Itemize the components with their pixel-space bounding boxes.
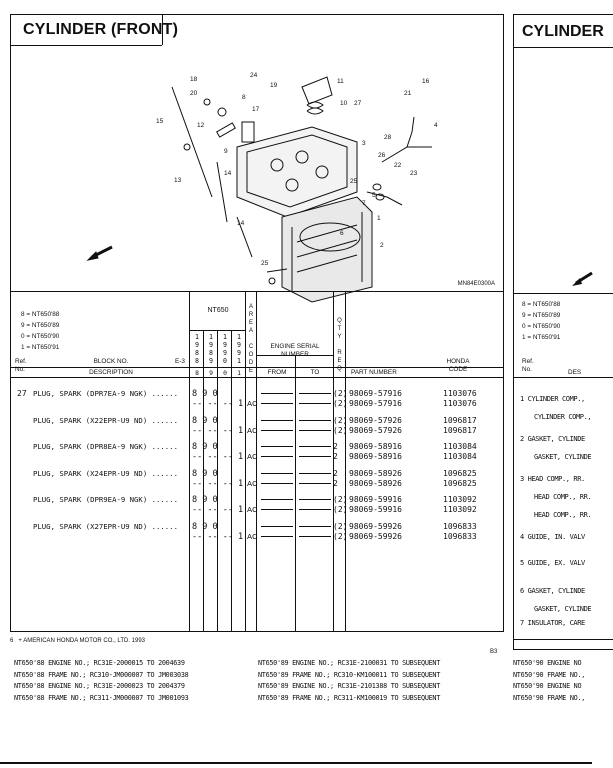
serial-blank bbox=[261, 393, 293, 394]
page-reference: B3 bbox=[490, 649, 498, 655]
svg-text:11: 11 bbox=[337, 78, 344, 85]
honda-code: 1096825 bbox=[443, 468, 477, 478]
honda-code: 1096817 bbox=[443, 415, 477, 425]
part-number: 98069-57916 bbox=[349, 399, 402, 408]
part-number: 98069-58916 bbox=[349, 442, 402, 451]
serial-blank bbox=[261, 430, 293, 431]
honda-code: 1096817 bbox=[443, 425, 477, 435]
part-description: PLUG, SPARK (DPR8EA-9 NGK) ...... bbox=[33, 442, 178, 451]
svg-text:18: 18 bbox=[190, 76, 198, 83]
svg-text:15: 15 bbox=[156, 118, 164, 125]
adjacent-part-row: GASKET, CYLINDE bbox=[534, 605, 592, 613]
adjacent-page-title: CYLINDER bbox=[522, 23, 604, 40]
legend-item: 9 = NT650'89 bbox=[21, 322, 60, 329]
serial-blank bbox=[261, 483, 293, 484]
year-applicability: -- -- -- 1 bbox=[192, 425, 244, 436]
serial-blank bbox=[299, 393, 331, 394]
year-code: 1 bbox=[237, 369, 241, 377]
honda-code-header: HONDA CODE bbox=[446, 358, 470, 373]
serial-line: NT650'89 ENGINE NO.; RC31E-2101388 TO SUBSEQUENT bbox=[258, 682, 441, 691]
adjacent-part-row: HEAD COMP., RR. bbox=[534, 511, 592, 519]
part-description: PLUG, SPARK (X24EPR-U9 ND) ...... bbox=[33, 468, 178, 478]
part-number: 98069-59926 bbox=[349, 531, 402, 541]
serial-line: NT650'89 ENGINE NO.; RC31E-2100031 TO SUBSEQUENT bbox=[258, 659, 441, 667]
adjacent-part-row: 5 GUIDE, EX. VALV bbox=[520, 559, 585, 567]
honda-code: 1103084 bbox=[443, 452, 477, 461]
divider-line bbox=[514, 377, 613, 378]
serial-info-right bbox=[258, 658, 440, 704]
honda-code: 1103076 bbox=[443, 389, 477, 398]
part-description: PLUG, SPARK (X27EPR-U9 ND) ...... bbox=[33, 521, 178, 531]
model-legend bbox=[21, 309, 59, 353]
adjacent-part-row: 7 INSULATOR, CARE bbox=[520, 619, 585, 627]
column-divider bbox=[345, 291, 346, 631]
quantity: (2) bbox=[333, 425, 348, 435]
exploded-view-diagram bbox=[12, 47, 502, 299]
quantity: (2) bbox=[333, 521, 348, 531]
part-number: 98069-59916 bbox=[349, 505, 402, 514]
serial-blank bbox=[261, 536, 293, 537]
year-code: 0 bbox=[223, 369, 227, 377]
serial-blank bbox=[261, 473, 293, 474]
serial-blank bbox=[299, 536, 331, 537]
title-divider bbox=[162, 15, 163, 45]
part-number: 98069-57916 bbox=[349, 389, 402, 398]
adjacent-serial-info: NT650'90 ENGINE NO NT650'90 FRAME NO., NT650'90 ENGINE NO NT650'90 FRAME NO., bbox=[513, 659, 586, 702]
year-applicability: 8 9 0 bbox=[192, 389, 218, 399]
divider-line bbox=[11, 377, 503, 378]
year-applicability: -- -- -- 1 bbox=[192, 478, 244, 489]
serial-blank bbox=[261, 403, 293, 404]
svg-text:8: 8 bbox=[242, 94, 246, 101]
column-divider bbox=[256, 291, 257, 631]
legend-item: 0 = NT650'90 bbox=[21, 333, 60, 340]
diagram-code: MN84E0300A bbox=[457, 281, 495, 287]
part-description: PLUG, SPARK (DPR7EA-9 NGK) ...... bbox=[33, 389, 178, 398]
svg-text:5: 5 bbox=[372, 192, 376, 199]
part-description: PLUG, SPARK (DPR9EA-9 NGK) ...... bbox=[33, 495, 178, 504]
svg-text:16: 16 bbox=[422, 78, 430, 85]
year-applicability: 8 9 0 bbox=[192, 468, 218, 479]
year-code: 9 bbox=[209, 369, 213, 377]
block-no-value: E-3 bbox=[175, 358, 185, 365]
area-code: AC bbox=[247, 478, 258, 488]
divider-line bbox=[11, 367, 503, 368]
year-applicability: 8 9 0 bbox=[192, 495, 218, 505]
area-code: AC bbox=[247, 399, 258, 408]
svg-text:14: 14 bbox=[237, 220, 245, 227]
page-title: CYLINDER (FRONT) bbox=[23, 21, 179, 38]
area-code-header: A R E A C O D E bbox=[248, 304, 254, 374]
part-number-header: PART NUMBER bbox=[351, 369, 397, 376]
svg-text:24: 24 bbox=[250, 72, 258, 79]
adjacent-part-row: 2 GASKET, CYLINDE bbox=[520, 435, 585, 443]
quantity: (2) bbox=[333, 399, 348, 408]
serial-blank bbox=[299, 483, 331, 484]
part-ref-no: 27 bbox=[17, 389, 27, 398]
year-column-1989: 1 9 8 9 bbox=[209, 333, 213, 365]
svg-text:13: 13 bbox=[174, 177, 182, 184]
year-code: 8 bbox=[195, 369, 199, 377]
column-divider bbox=[189, 291, 190, 631]
quantity: (2) bbox=[333, 531, 348, 541]
serial-blank bbox=[261, 420, 293, 421]
svg-text:23: 23 bbox=[410, 170, 418, 177]
adjacent-part-row: 4 GUIDE, IN. VALV bbox=[520, 533, 585, 541]
svg-text:9: 9 bbox=[224, 148, 228, 155]
serial-line: NT650'88 ENGINE NO.; RC31E-2000015 TO 2004639 bbox=[14, 659, 185, 667]
area-code: AC bbox=[247, 531, 258, 541]
area-code: AC bbox=[247, 505, 258, 514]
svg-text:1: 1 bbox=[377, 215, 381, 222]
title-underline bbox=[11, 45, 162, 46]
parts-catalog-page bbox=[10, 14, 504, 632]
serial-line: NT650'89 FRAME NO.; RC311-KM100019 TO SUBSEQUENT bbox=[258, 693, 441, 702]
divider-line bbox=[514, 47, 613, 48]
serial-blank bbox=[299, 420, 331, 421]
legend-item: 1 = NT650'91 bbox=[21, 344, 60, 351]
serial-to-header: TO bbox=[310, 369, 320, 376]
qty-header: Q T Y R E Q bbox=[337, 318, 342, 372]
divider-line bbox=[189, 330, 245, 331]
block-no-header: BLOCK NO. bbox=[93, 358, 129, 365]
divider-line bbox=[514, 293, 613, 294]
svg-text:26: 26 bbox=[378, 152, 386, 159]
column-divider bbox=[295, 355, 296, 631]
serial-blank bbox=[261, 509, 293, 510]
svg-text:21: 21 bbox=[404, 90, 412, 97]
adjacent-part-row: 3 HEAD COMP., RR. bbox=[520, 475, 585, 483]
serial-blank bbox=[299, 499, 331, 500]
bottom-rule bbox=[0, 762, 592, 764]
ref-no-header: Ref. No. bbox=[15, 358, 27, 373]
serial-blank bbox=[299, 446, 331, 447]
serial-blank bbox=[261, 526, 293, 527]
adjacent-legend: 8 = NT650'88 9 = NT650'89 0 = NT650'90 1 = NT650'91 bbox=[522, 301, 561, 341]
year-column-1988: 1 9 8 8 bbox=[195, 333, 199, 365]
part-number: 98069-59926 bbox=[349, 521, 402, 531]
year-applicability: -- -- -- 1 bbox=[192, 452, 244, 462]
year-applicability: 8 9 0 bbox=[192, 415, 218, 426]
quantity: (2) bbox=[333, 389, 348, 398]
serial-blank bbox=[299, 473, 331, 474]
serial-blank bbox=[261, 499, 293, 500]
svg-text:12: 12 bbox=[197, 122, 205, 129]
adjacent-desc-header: DES bbox=[568, 369, 582, 376]
quantity: 2 bbox=[333, 478, 338, 488]
svg-text:27: 27 bbox=[354, 100, 362, 107]
year-applicability: 8 9 0 bbox=[192, 521, 218, 532]
serial-blank bbox=[299, 403, 331, 404]
divider-line bbox=[11, 291, 503, 292]
svg-text:22: 22 bbox=[394, 162, 402, 169]
year-column-1991: 1 9 9 1 bbox=[237, 333, 241, 365]
serial-blank bbox=[299, 430, 331, 431]
adjacent-diagram bbox=[514, 55, 594, 285]
svg-text:19: 19 bbox=[270, 82, 278, 89]
svg-text:6: 6 bbox=[340, 230, 344, 237]
quantity: (2) bbox=[333, 505, 348, 514]
part-description: PLUG, SPARK (X22EPR-U9 ND) ...... bbox=[33, 415, 178, 425]
svg-text:25: 25 bbox=[350, 178, 358, 185]
honda-code: 1103092 bbox=[443, 495, 477, 504]
year-applicability: -- -- -- 1 bbox=[192, 399, 244, 409]
year-applicability: -- -- -- 1 bbox=[192, 505, 244, 515]
model-header: NT650 bbox=[207, 307, 229, 314]
serial-blank bbox=[299, 526, 331, 527]
svg-text:17: 17 bbox=[252, 106, 260, 113]
svg-text:7: 7 bbox=[362, 200, 366, 207]
adjacent-part-row: CYLINDER COMP., bbox=[534, 413, 592, 421]
legend-item: 8 = NT650'88 bbox=[21, 311, 60, 318]
honda-code: 1103076 bbox=[443, 399, 477, 408]
svg-text:10: 10 bbox=[340, 100, 348, 107]
adjacent-page bbox=[513, 14, 613, 650]
year-applicability: 8 9 0 bbox=[192, 442, 218, 452]
part-number: 98069-57926 bbox=[349, 415, 402, 425]
area-code: AC bbox=[247, 425, 258, 435]
part-number: 98069-58916 bbox=[349, 452, 402, 461]
svg-text:20: 20 bbox=[190, 90, 198, 97]
serial-line: NT650'88 ENGINE NO.; RC31E-2000023 TO 2004379 bbox=[14, 682, 185, 691]
quantity: 2 bbox=[333, 452, 338, 461]
svg-text:3: 3 bbox=[362, 140, 366, 147]
quantity: 2 bbox=[333, 442, 338, 451]
adjacent-part-row: 6 GASKET, CYLINDE bbox=[520, 587, 585, 595]
serial-line: NT650'88 FRAME NO.; RC311-JM000007 TO JM001093 bbox=[14, 693, 189, 702]
serial-from-header: FROM bbox=[267, 369, 287, 376]
part-number: 98069-59916 bbox=[349, 495, 402, 504]
honda-code: 1103092 bbox=[443, 505, 477, 514]
svg-text:14: 14 bbox=[224, 170, 232, 177]
serial-info-left bbox=[14, 658, 188, 704]
serial-blank bbox=[299, 456, 331, 457]
copyright-note: 6 + AMERICAN HONDA MOTOR CO., LTD. 1993 bbox=[10, 638, 146, 644]
serial-blank bbox=[261, 446, 293, 447]
year-applicability: -- -- -- 1 bbox=[192, 531, 244, 542]
honda-code: 1096825 bbox=[443, 478, 477, 488]
part-number: 98069-57926 bbox=[349, 425, 402, 435]
adjacent-part-row: HEAD COMP., RR. bbox=[534, 493, 592, 501]
adjacent-part-row: 1 CYLINDER COMP., bbox=[520, 395, 585, 403]
quantity: (2) bbox=[333, 415, 348, 425]
honda-code: 1096833 bbox=[443, 521, 477, 531]
area-code: AC bbox=[247, 452, 258, 461]
quantity: 2 bbox=[333, 468, 338, 478]
divider-line bbox=[514, 639, 613, 640]
description-header: DESCRIPTION bbox=[89, 369, 133, 376]
svg-text:25: 25 bbox=[261, 260, 269, 267]
adjacent-part-row: GASKET, CYLINDE bbox=[534, 453, 592, 461]
serial-blank bbox=[261, 456, 293, 457]
honda-code: 1096833 bbox=[443, 531, 477, 541]
engine-serial-header: ENGINE SERIAL NUMBER bbox=[270, 343, 320, 358]
serial-blank bbox=[299, 509, 331, 510]
year-column-1990: 1 9 9 0 bbox=[223, 333, 227, 365]
part-number: 98069-58926 bbox=[349, 478, 402, 488]
serial-line: NT650'89 FRAME NO.; RC310-KM100011 TO SUBSEQUENT bbox=[258, 670, 441, 679]
svg-text:2: 2 bbox=[380, 242, 384, 249]
quantity: (2) bbox=[333, 495, 348, 504]
svg-text:28: 28 bbox=[384, 134, 392, 141]
adjacent-ref-header: Ref. No. bbox=[522, 358, 534, 373]
svg-text:4: 4 bbox=[434, 122, 438, 129]
serial-line: NT650'88 FRAME NO.; RC310-JM000007 TO JM003038 bbox=[14, 670, 189, 679]
honda-code: 1103084 bbox=[443, 442, 477, 451]
part-number: 98069-58926 bbox=[349, 468, 402, 478]
